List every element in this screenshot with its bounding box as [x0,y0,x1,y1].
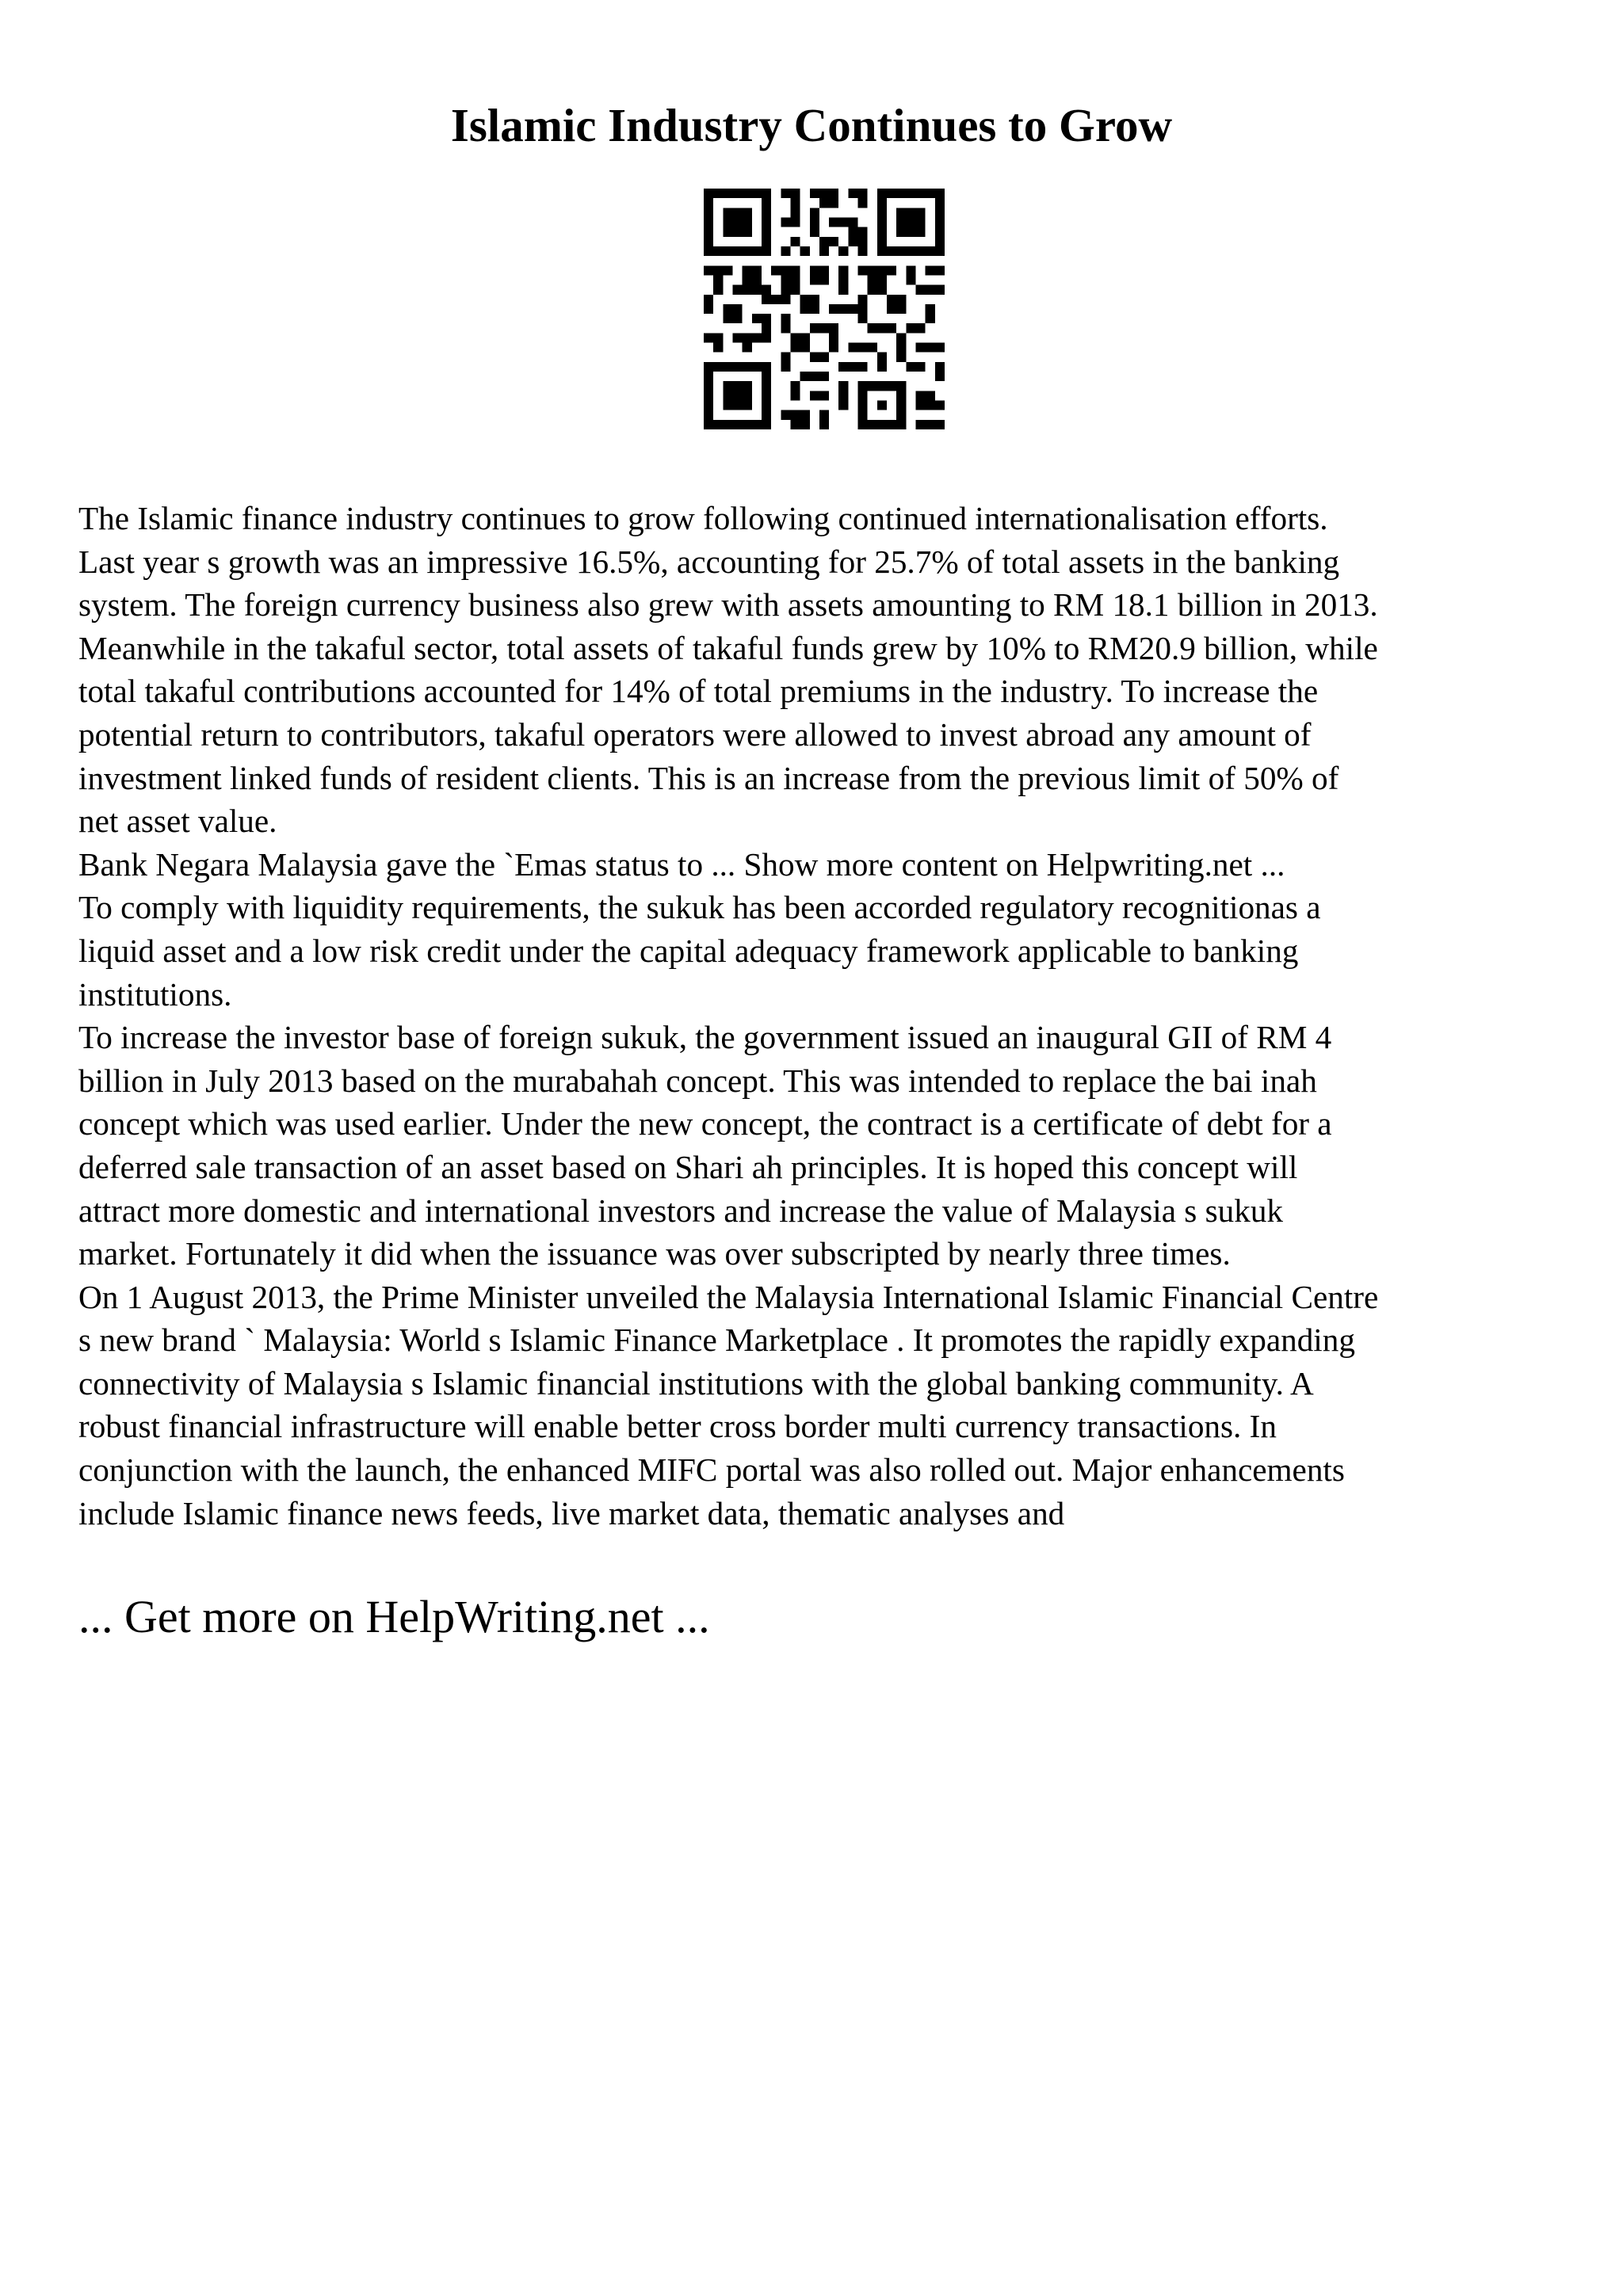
body-line: investment linked funds of resident clients. This is an increase from the previous limit of 50% of [78,759,1339,796]
body-line: billion in July 2013 based on the murabahah concept. This was intended to replace the bai inah [78,1062,1317,1099]
article-body [78,497,1560,1535]
body-line: To increase the investor base of foreign sukuk, the government issued an inaugural GII of RM 4 [78,1019,1332,1056]
body-line: market. Fortunately it did when the issuance was over subscripted by nearly three times. [78,1235,1231,1272]
body-line: system. The foreign currency business also grew with assets amounting to RM 18.1 billion in 2013. [78,586,1378,624]
body-line: liquid asset and a low risk credit under the capital adequacy framework applicable to banking [78,932,1299,969]
body-line: robust financial infrastructure will enable better cross border multi currency transactions. In [78,1408,1277,1445]
body-line: Meanwhile in the takaful sector, total assets of takaful funds grew by 10% to RM20.9 billion, while [78,629,1378,666]
body-line: The Islamic finance industry continues to grow following continued internationalisation efforts. [78,500,1328,536]
body-line: To comply with liquidity requirements, the sukuk has been accorded regulatory recognitionas a [78,889,1321,926]
body-line: include Islamic finance news feeds, live market data, thematic analyses and [78,1494,1065,1531]
body-line: institutions. [78,975,232,1013]
body-line: attract more domestic and international investors and increase the value of Malaysia s sukuk [78,1192,1284,1229]
body-line: conjunction with the launch, the enhanced MIFC portal was also rolled out. Major enhancements [78,1451,1345,1489]
body-line: s new brand ` Malaysia: World s Islamic Finance Marketplace . It promotes the rapidly expanding [78,1322,1355,1359]
body-line: deferred sale transaction of an asset based on Shari ah principles. It is hoped this concept will [78,1148,1298,1185]
body-line: potential return to contributors, takaful operators were allowed to invest abroad any amount of [78,715,1312,753]
document-title: Islamic Industry Continues to Grow [450,99,1173,151]
body-line: On 1 August 2013, the Prime Minister unveiled the Malaysia International Islamic Financial Centre [78,1278,1379,1315]
body-line: Last year s growth was an impressive 16.5%, accounting for 25.7% of total assets in the banking [78,543,1340,580]
body-line: concept which was used earlier. Under the new concept, the contract is a certificate of debt for a [78,1105,1332,1142]
body-line: Bank Negara Malaysia gave the `Emas status to ... Show more content on Helpwriting.net ... [78,845,1285,883]
get-more-link[interactable]: ... Get more on HelpWriting.net ... [78,1591,710,1642]
qr-code-icon [704,189,945,429]
body-line: net asset value. [78,803,277,840]
body-line: total takaful contributions accounted for 14% of total premiums in the industry. To increase the [78,673,1319,710]
body-line: connectivity of Malaysia s Islamic financial institutions with the global banking community. A [78,1364,1314,1402]
